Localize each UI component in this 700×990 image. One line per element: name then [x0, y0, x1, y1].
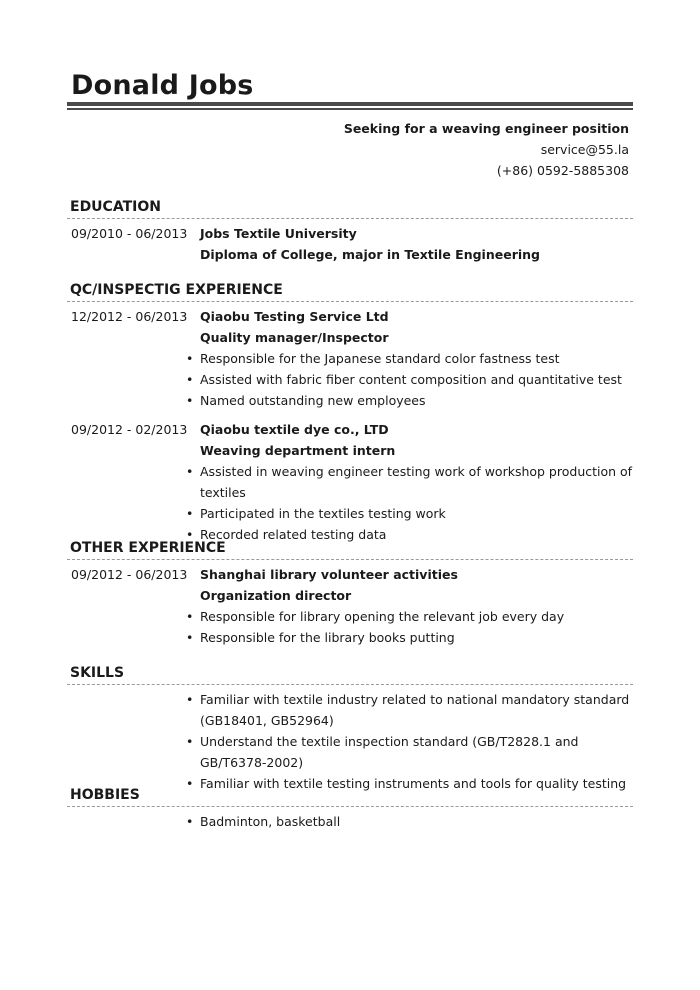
- skills-section: [67, 664, 633, 802]
- entry-role: Weaving department intern: [200, 443, 396, 458]
- list-item: • Recorded related testing data: [200, 524, 633, 545]
- email-text: service@55.la: [540, 142, 629, 157]
- bullet-icon: •: [186, 609, 194, 624]
- entry-organization: Shanghai library volunteer activities: [200, 567, 458, 582]
- list-item: • Responsible for the library books putting: [200, 627, 633, 648]
- section-divider: [67, 301, 633, 302]
- hobbies-list: [186, 811, 633, 832]
- education-entry: [67, 223, 633, 265]
- bullet-icon: •: [186, 692, 194, 707]
- bullet-icon: •: [186, 393, 194, 408]
- entry-organization: Qiaobu Testing Service Ltd: [200, 309, 389, 324]
- list-item: • Assisted with fabric fiber content composition and quantitative test: [200, 369, 633, 390]
- contact-block: [344, 118, 629, 181]
- entry-bullet-list: [186, 348, 633, 411]
- section-divider: [67, 218, 633, 219]
- objective-line: Seeking for a weaving engineer position: [343, 121, 629, 136]
- list-item: • Badminton, basketball: [200, 811, 633, 832]
- bullet-icon: •: [186, 630, 194, 645]
- candidate-name: Donald Jobs: [71, 70, 254, 101]
- skills-entry: [67, 689, 633, 794]
- hobbies-entry: [67, 811, 633, 832]
- entry-organization: Jobs Textile University: [200, 226, 357, 241]
- bullet-icon: •: [186, 527, 194, 542]
- list-item: • Assisted in weaving engineer testing work of workshop production of textiles: [200, 461, 633, 503]
- bullet-icon: •: [186, 351, 194, 366]
- other-experience-section: [67, 539, 633, 656]
- entry-date: 09/2012 - 02/2013: [71, 422, 188, 437]
- entry-date: 12/2012 - 06/2013: [71, 309, 188, 324]
- experience-entry: [67, 564, 633, 648]
- bullet-icon: •: [186, 814, 194, 829]
- skills-list: [186, 689, 633, 794]
- entry-bullet-list: [186, 606, 633, 648]
- entry-bullet-list: [186, 461, 633, 545]
- education-section: [67, 198, 633, 273]
- qc-experience-title: QC/INSPECTIG EXPERIENCE: [70, 282, 283, 298]
- bullet-icon: •: [186, 464, 194, 479]
- list-item: • Familiar with textile industry related to national mandatory standard (GB18401, GB52964): [200, 689, 633, 731]
- section-divider: [67, 684, 633, 685]
- entry-role: Quality manager/Inspector: [200, 330, 389, 345]
- bullet-icon: •: [186, 372, 194, 387]
- list-item: • Participated in the textiles testing work: [200, 503, 633, 524]
- header-rule-thin: [67, 108, 633, 110]
- other-experience-title: OTHER EXPERIENCE: [70, 540, 226, 556]
- list-item: • Familiar with textile testing instruments and tools for quality testing: [200, 773, 633, 794]
- hobbies-section: [67, 786, 633, 840]
- list-item: • Understand the textile inspection standard (GB/T2828.1 and GB/T6378-2002): [200, 731, 633, 773]
- list-item: • Named outstanding new employees: [200, 390, 633, 411]
- entry-date: 09/2012 - 06/2013: [71, 567, 188, 582]
- entry-role: Organization director: [200, 588, 352, 603]
- section-divider: [67, 559, 633, 560]
- hobbies-title: HOBBIES: [70, 787, 140, 803]
- bullet-icon: •: [186, 734, 194, 749]
- list-item: • Responsible for library opening the relevant job every day: [200, 606, 633, 627]
- entry-date: 09/2010 - 06/2013: [71, 226, 188, 241]
- qc-experience-section: [67, 281, 633, 553]
- experience-entry: [67, 419, 633, 545]
- education-title: EDUCATION: [70, 199, 161, 215]
- experience-entry: [67, 306, 633, 411]
- bullet-icon: •: [186, 506, 194, 521]
- entry-role: Diploma of College, major in Textile Engineering: [200, 247, 540, 262]
- bullet-icon: •: [186, 776, 194, 791]
- entry-organization: Qiaobu textile dye co., LTD: [200, 422, 389, 437]
- header-rule-thick: [67, 102, 633, 106]
- phone-text: (+86) 0592-5885308: [496, 163, 629, 178]
- section-divider: [67, 806, 633, 807]
- list-item: • Responsible for the Japanese standard color fastness test: [200, 348, 633, 369]
- skills-title: SKILLS: [70, 665, 125, 681]
